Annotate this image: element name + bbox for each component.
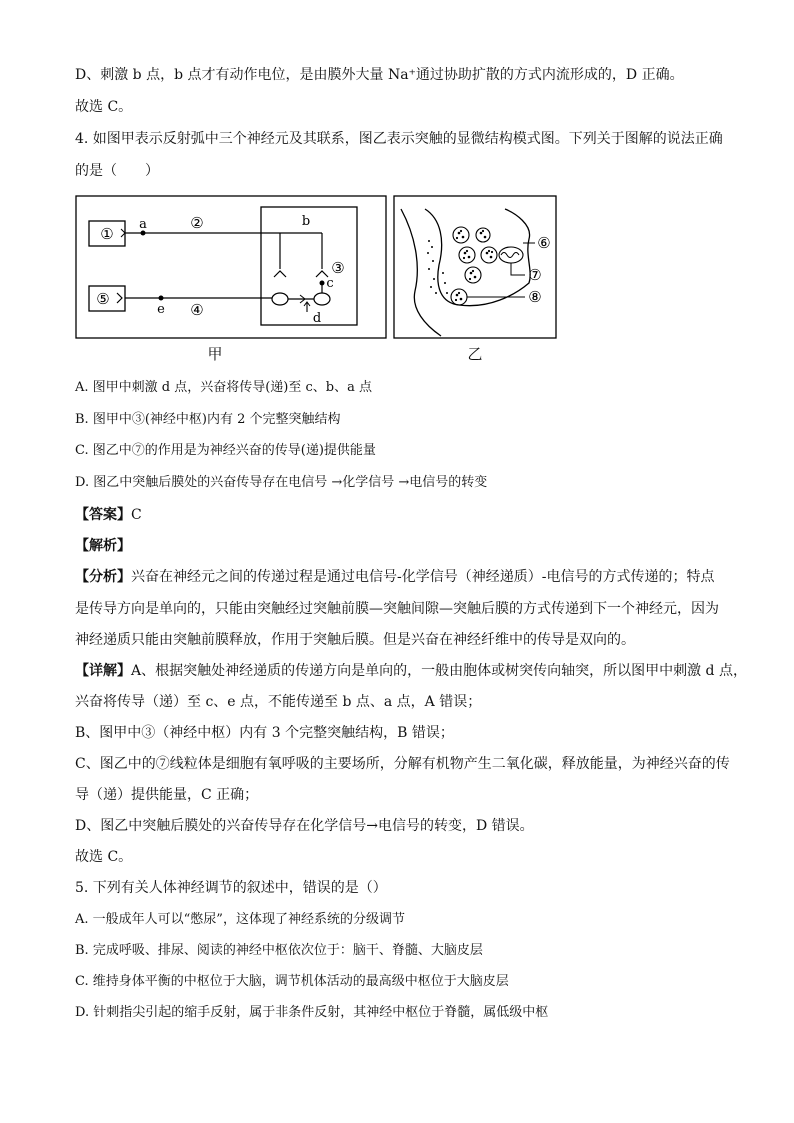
label-a: a (139, 217, 147, 232)
xiangjie-line-4: C、图乙中的⑦线粒体是细胞有氧呼吸的主要场所，分解有机物产生二氧化碳，释放能量，为神经兴奋的传 (75, 756, 730, 772)
question-5-option-c: C. 维持身体平衡的中枢位于大脑，调节机体活动的最高级中枢位于大脑皮层 (75, 974, 509, 989)
fenxi-text-1: 兴奋在神经元之间的传递过程是通过电信号-化学信号（神经递质）-电信号的方式传递的；特点 (131, 569, 715, 585)
figure-jia-caption: 甲 (207, 345, 223, 363)
analysis-heading (75, 536, 725, 556)
fenxi-line-3: 神经递质只能由突触前膜释放，作用于突触后膜。但是兴奋在神经纤维中的传导是双向的。 (75, 632, 635, 648)
label-b: b (301, 214, 311, 229)
question-5-option-d: D. 针刺指尖引起的缩手反射，属于非条件反射，其神经中枢位于脊髓，属低级中枢 (75, 1005, 549, 1020)
label-3: ③ (331, 259, 345, 277)
xiangjie-conclusion: 故选 C。 (75, 849, 133, 865)
option-b: B. 图甲中③(神经中枢)内有 2 个完整突触结构 (75, 412, 341, 427)
fenxi-line-1 (75, 567, 725, 587)
label-7: ⑦ (528, 266, 542, 284)
reflex-arc-diagram (75, 195, 389, 341)
fenxi-tag: 【分析】 (75, 569, 131, 585)
answer-line (75, 505, 725, 525)
prev-answer-conclusion: 故选 C。 (75, 99, 133, 115)
xiangjie-line-3: B、图甲中③（神经中枢）内有 3 个完整突触结构，B 错误； (75, 725, 454, 741)
figure-jia (75, 195, 389, 363)
answer-value: C (131, 507, 142, 523)
question-5-option-b: B. 完成呼吸、排尿、阅读的神经中枢依次位于：脑干、脊髓、大脑皮层 (75, 943, 483, 958)
label-8: ⑧ (528, 288, 542, 306)
answer-tag: 【答案】 (75, 507, 131, 523)
label-e: e (157, 302, 165, 317)
figure-yi (393, 195, 559, 363)
option-c: C. 图乙中⑦的作用是为神经兴奋的传导(递)提供能量 (75, 443, 376, 458)
xiangjie-tag: 【详解】 (75, 663, 131, 679)
question-4-stem-line-2: 的是（ ） (75, 163, 159, 179)
analysis-tag: 【解析】 (75, 538, 131, 554)
label-2: ② (190, 214, 204, 232)
label-1: ① (100, 225, 114, 243)
prev-answer-option-d: D、刺激 b 点，b 点才有动作电位，是由膜外大量 Na⁺通过协助扩散的方式内流形成的，D 正确。 (75, 67, 684, 83)
xiangjie-line-1 (75, 661, 747, 681)
label-6: ⑥ (537, 234, 551, 252)
label-5: ⑤ (96, 290, 110, 308)
question-5-stem: 5. 下列有关人体神经调节的叙述中，错误的是（） (75, 880, 387, 896)
xiangjie-line-6: D、图乙中突触后膜处的兴奋传导存在化学信号→电信号的转变，D 错误。 (75, 818, 534, 834)
question-4-stem-line-1: 4. 如图甲表示反射弧中三个神经元及其联系，图乙表示突触的显微结构模式图。下列关于图解的说法正确 (75, 131, 723, 147)
option-d: D. 图乙中突触后膜处的兴奋传导存在电信号 →化学信号 →电信号的转变 (75, 475, 488, 490)
figure-yi-caption: 乙 (467, 345, 483, 363)
xiangjie-line-5: 导（递）提供能量，C 正确； (75, 787, 259, 803)
question-5-option-a: A. 一般成年人可以“憋尿”，这体现了神经系统的分级调节 (75, 912, 405, 927)
option-a: A. 图甲中刺激 d 点，兴奋将传导(递)至 c、b、a 点 (75, 380, 373, 395)
label-c: c (326, 276, 334, 291)
xiangjie-text-1: A、根据突触处神经递质的传递方向是单向的，一般由胞体或树突传向轴突，所以图甲中刺激 d 点， (131, 663, 747, 679)
fenxi-line-2: 是传导方向是单向的，只能由突触经过突触前膜—突触间隙—突触后膜的方式传递到下一个神经元，因为 (75, 601, 719, 617)
label-4: ④ (190, 301, 204, 319)
xiangjie-line-2: 兴奋将传导（递）至 c、e 点，不能传递至 b 点、a 点，A 错误； (75, 694, 482, 710)
label-d: d (312, 311, 322, 326)
synapse-diagram (393, 195, 559, 341)
